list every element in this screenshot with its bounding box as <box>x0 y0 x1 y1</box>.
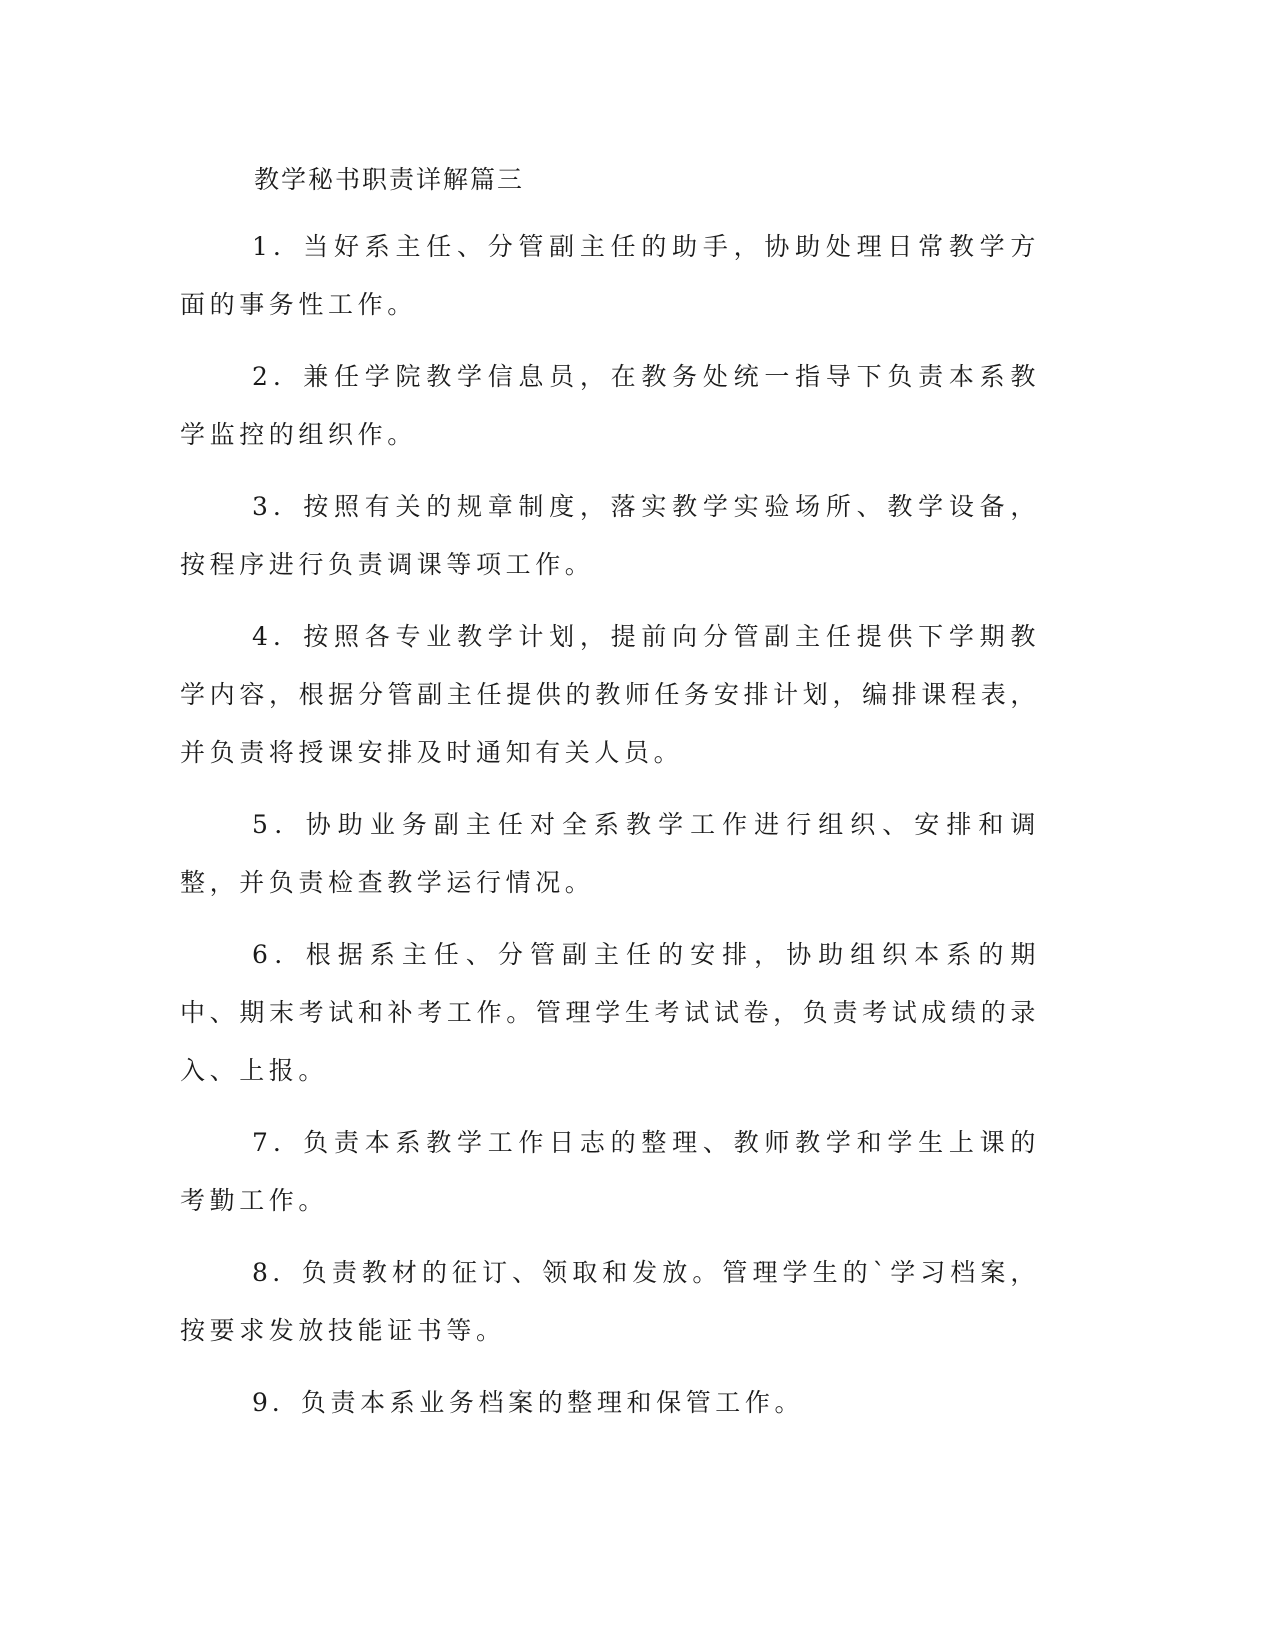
list-item <box>180 218 1040 334</box>
item-text: 负责本系业务档案的整理和保管工作。 <box>300 1388 805 1417</box>
document-body <box>180 160 1040 1446</box>
list-item <box>180 608 1040 782</box>
item-number: 1． <box>252 232 304 261</box>
item-number: 6． <box>252 940 306 969</box>
item-text: 根据系主任、分管副主任的安排，协助组织本系的期中、期末考试和补考工作。管理学生考试试卷，负责考试成绩的录入、上报。 <box>180 940 1040 1085</box>
item-text: 按照各专业教学计划，提前向分管副主任提供下学期教学内容，根据分管副主任提供的教师任务安排计划，编排课程表，并负责将授课安排及时通知有关人员。 <box>180 622 1040 767</box>
item-number: 4． <box>252 622 304 651</box>
item-text: 按照有关的规章制度，落实教学实验场所、教学设备，按程序进行负责调课等项工作。 <box>180 492 1040 579</box>
item-text: 负责教材的征订、领取和发放。管理学生的`学习档案，按要求发放技能证书等。 <box>180 1258 1040 1345</box>
item-number: 9． <box>252 1388 301 1417</box>
list-item <box>180 926 1040 1100</box>
item-text: 兼任学院教学信息员，在教务处统一指导下负责本系教学监控的组织作。 <box>180 362 1040 449</box>
list-item <box>180 796 1040 912</box>
item-number: 3． <box>252 492 304 521</box>
item-number: 2． <box>252 362 304 391</box>
document-title: 教学秘书职责详解篇三 <box>254 165 525 194</box>
list-item <box>180 1114 1040 1230</box>
item-number: 8． <box>252 1258 302 1287</box>
list-item <box>180 1374 1040 1432</box>
item-number: 5． <box>252 810 306 839</box>
list-item <box>180 478 1040 594</box>
list-item <box>180 1244 1040 1360</box>
item-text: 负责本系教学工作日志的整理、教师教学和学生上课的考勤工作。 <box>180 1128 1040 1215</box>
item-number: 7． <box>252 1128 304 1157</box>
item-text: 当好系主任、分管副主任的助手，协助处理日常教学方面的事务性工作。 <box>180 232 1040 319</box>
list-item <box>180 348 1040 464</box>
item-text: 协助业务副主任对全系教学工作进行组织、安排和调整，并负责检查教学运行情况。 <box>180 810 1040 897</box>
